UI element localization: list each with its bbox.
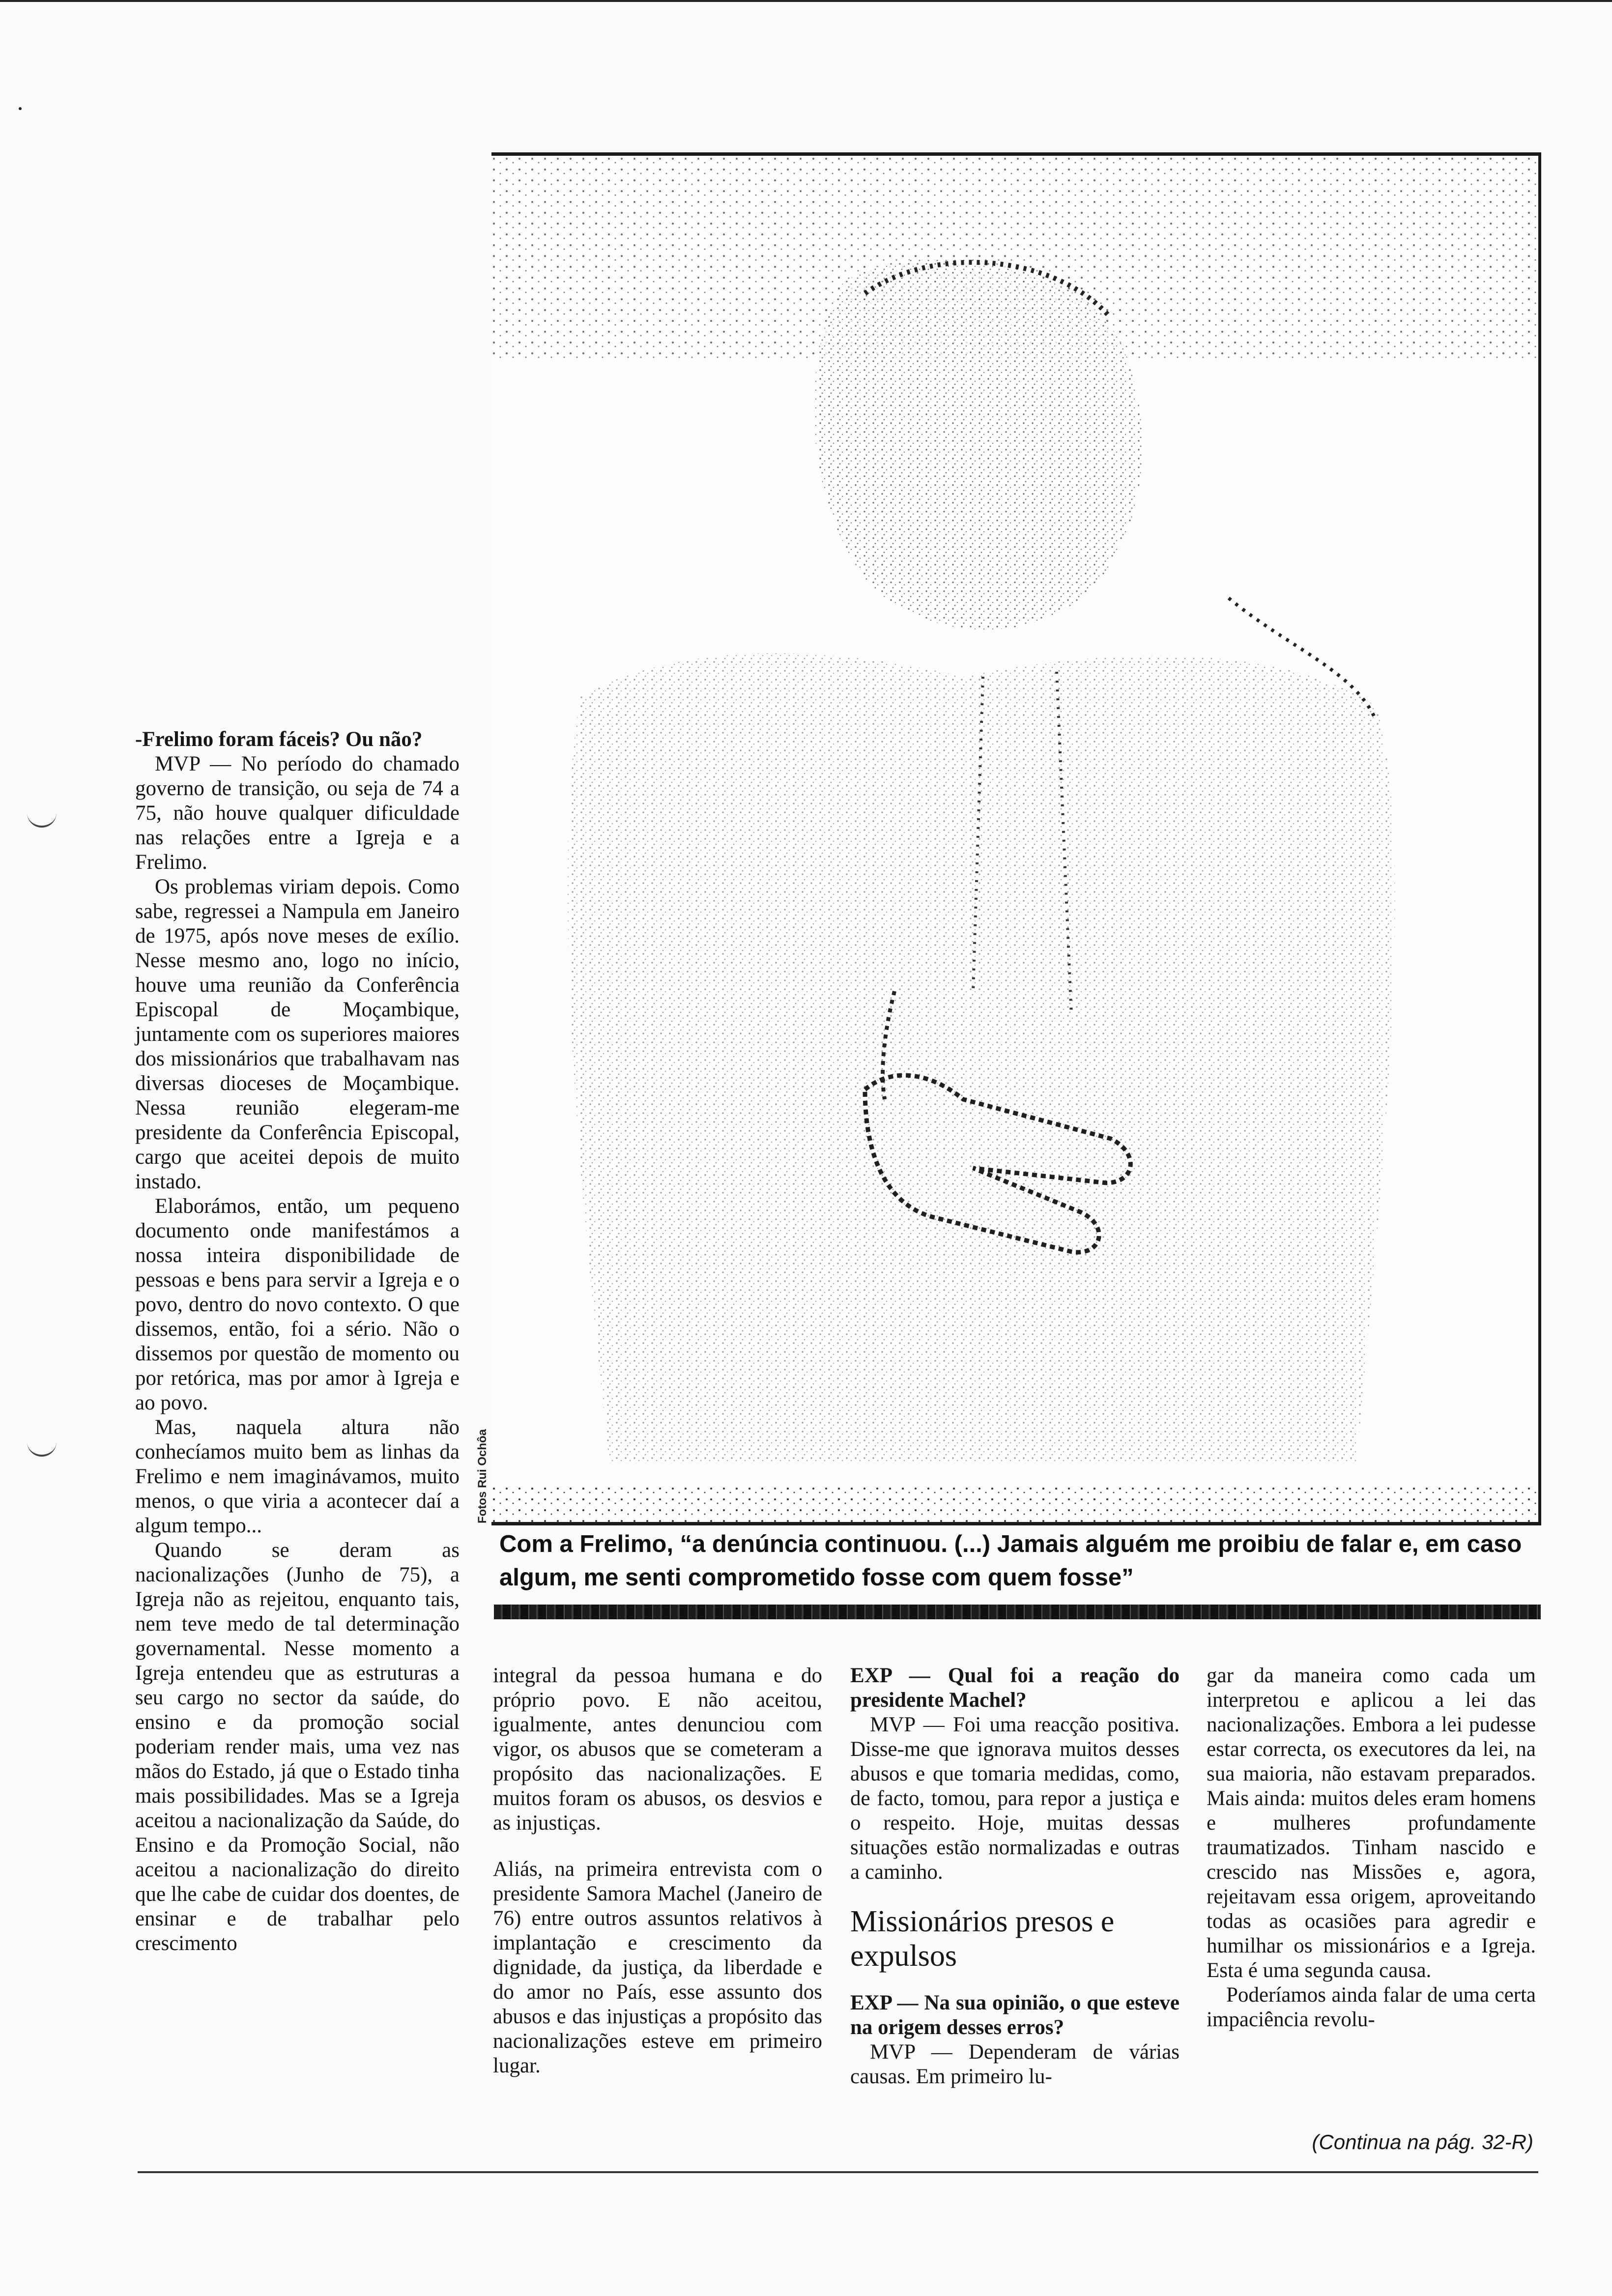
punch-hole-mark bbox=[27, 806, 57, 828]
article-column-1 bbox=[135, 727, 460, 1956]
article-column-3 bbox=[850, 1664, 1180, 2089]
answer-paragraph: MVP — No período do chamado governo de transição, ou seja de 74 a 75, não houve qualquer dificuldade nas relações entre a Igreja e a Frelimo. bbox=[135, 752, 460, 874]
body-paragraph: Poderíamos ainda falar de uma certa impaciência revolu- bbox=[1207, 1983, 1536, 2031]
article-column-4 bbox=[1207, 1664, 1536, 2032]
scan-speck bbox=[19, 107, 22, 110]
photo-caption: Com a Frelimo, “a denúncia continuou. (...) Jamais alguém me proibiu de falar e, em caso algum, me senti comprometido fosse com quem fosse” bbox=[499, 1531, 1522, 1591]
bottom-rule bbox=[138, 2171, 1538, 2173]
portrait-photo bbox=[491, 152, 1541, 1525]
body-paragraph: gar da maneira como cada um interpretou e aplicou a lei das nacionalizações. Embora a lei pudesse estar correcta, os executores da lei, na sua maioria, não estavam preparados. Mais ainda: muitos deles eram homens e mulheres profundamente traumatizados. Tinham nascido e crescido nas Missões e, agora, rejeitavam essa origem, aproveitando todas as ocasiões para agredir e humilhar os missionários e a Igreja. Esta é uma segunda causa. bbox=[1207, 1664, 1536, 1982]
photo-image bbox=[491, 156, 1538, 1522]
continued-note: (Continua na pág. 32-R) bbox=[1312, 2130, 1533, 2153]
punch-hole-mark bbox=[27, 1435, 57, 1457]
body-paragraph: Mas, naquela altura não conhecíamos muito bem as linhas da Frelimo e nem imaginávamos, muito menos, o que viria a acontecer daí a algum tempo... bbox=[135, 1416, 460, 1537]
body-paragraph: Aliás, na primeira entrevista com o presidente Samora Machel (Janeiro de 76) entre outros assuntos relativos à implantação e crescimento da dignidade, da justiça, da liberdade e do amor no País, esse assunto dos abusos e das injustiças a propósito das nacionalizações esteve em primeiro lugar. bbox=[493, 1858, 822, 2077]
article-column-2 bbox=[493, 1664, 822, 2078]
body-paragraph: integral da pessoa humana e do próprio povo. E não aceitou, igualmente, antes denunciou com vigor, os abusos que se cometeram a propósito das nacionalizações. E muitos foram os abusos, os desvios e as injustiças. bbox=[493, 1664, 822, 1835]
question-text: -Frelimo foram fáceis? Ou não? bbox=[135, 728, 423, 751]
section-heading: Missionários presos e expulsos bbox=[850, 1905, 1115, 1973]
body-paragraph: Os problemas viriam depois. Como sabe, regressei a Nampula em Janeiro de 1975, após nove meses de exílio. Nesse mesmo ano, logo no início, houve uma reunião da Conferência Episcopal de Moçambique, juntamente com os superiores maiores dos missionários que trabalhavam nas diversas dioceses de Moçambique. Nessa reunião elegeram-me presidente da Conferência Episcopal, cargo que aceitei depois de muito instado. bbox=[135, 875, 460, 1193]
photo-credit: Fotos Rui Ochôa bbox=[476, 1429, 489, 1523]
top-rule bbox=[0, 0, 1612, 2]
question-text: EXP — Na sua opinião, o que esteve na origem desses erros? bbox=[850, 1991, 1180, 2039]
body-paragraph: Quando se deram as nacionalizações (Junho de 75), a Igreja não as rejeitou, enquanto tais, nem teve medo de tal determinação governamental. Nesse momento a Igreja entendeu que as estruturas a seu cargo no sector da saúde, do ensino e da promoção social poderiam render mais, uma vez nas mãos do Estado, já que o Estado tinha mais possibilidades. Mas se a Igreja aceitou a nacionalização da Saúde, do Ensino e da Promoção Social, não aceitou a nacionalização do direito que lhe cabe de cuidar dos doentes, de ensinar e de trabalhar pelo crescimento bbox=[135, 1539, 460, 1955]
question-text: EXP — Qual foi a reação do presidente Machel? bbox=[850, 1664, 1180, 1712]
answer-paragraph: MVP — Foi uma reacção positiva. Disse-me que ignorava muitos desses abusos e que tomaria medidas, como, de facto, tomou, para repor a justiça e o respeito. Hoje, muitas dessas situações estão normalizadas e outras a caminho. bbox=[850, 1713, 1180, 1884]
decorative-band bbox=[494, 1605, 1541, 1619]
body-paragraph: Elaborámos, então, um pequeno documento onde manifestámos a nossa inteira disponibilidade de pessoas e bens para servir a Igreja e o povo, dentro do novo contexto. O que dissemos, então, foi a sério. Não o dissemos por questão de momento ou por retórica, mas por amor à Igreja e ao povo. bbox=[135, 1195, 460, 1414]
answer-paragraph: MVP — Dependeram de várias causas. Em primeiro lu- bbox=[850, 2040, 1180, 2088]
